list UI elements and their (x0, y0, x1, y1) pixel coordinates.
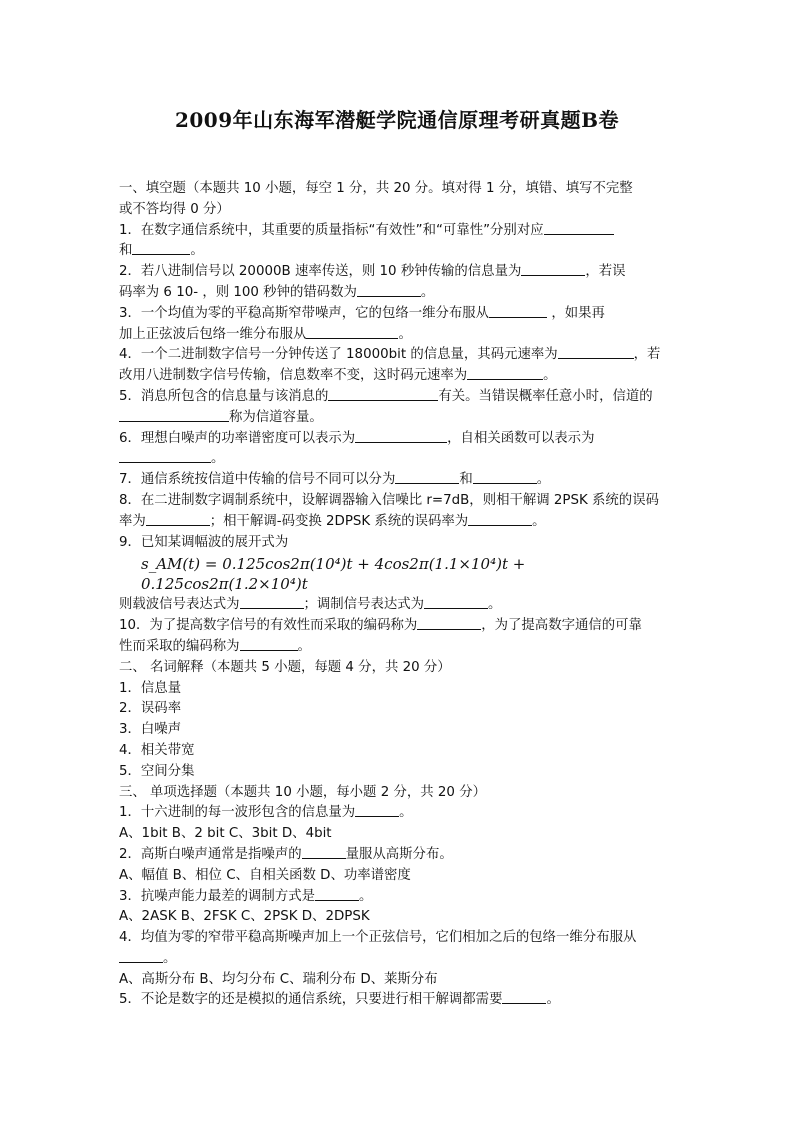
answer-blank[interactable] (119, 449, 211, 463)
choice-question-3: 3．抗噪声能力最差的调制方式是 。 (119, 888, 373, 904)
answer-blank[interactable] (146, 512, 210, 526)
question-3-cont: 加上正弦波后包络一维分布服从 。 (119, 326, 412, 342)
answer-blank[interactable] (502, 990, 546, 1004)
answer-blank[interactable] (467, 366, 543, 380)
answer-blank[interactable] (489, 304, 547, 318)
document-title: 2009年山东海军潜艇学院通信原理考研真题B卷 (174, 108, 620, 132)
answer-blank[interactable] (424, 595, 488, 609)
question-8: 8．在二进制数字调制系统中，设解调器输入信噪比 r=7dB，则相干解调 2PSK 系统的误码 (119, 492, 659, 508)
term-item: 5．空间分集 (119, 763, 195, 779)
question-1-cont: 和 。 (119, 243, 204, 259)
section3-header: 三、 单项选择题（本题共 10 小题，每小题 2 分，共 20 分） (119, 784, 486, 800)
answer-blank[interactable] (328, 387, 438, 401)
answer-blank[interactable] (558, 345, 634, 359)
answer-blank[interactable] (357, 283, 421, 297)
answer-blank[interactable] (132, 241, 190, 255)
section1-header: 一、填空题（本题共 10 小题，每空 1 分，共 20 分。填对得 1 分，填错、填写不完整 (119, 181, 633, 196)
question-6-cont: 。 (119, 449, 679, 470)
choice-options-3: A、2ASK B、2FSK C、2PSK D、2DPSK (119, 909, 370, 925)
answer-blank[interactable] (521, 262, 585, 276)
term-item: 1．信息量 (119, 680, 182, 696)
answer-blank[interactable] (468, 512, 532, 526)
choice-question-1: 1．十六进制的每一波形包含的信息量为 。 (119, 805, 413, 821)
choice-question-5: 5．不论是数字的还是模拟的通信系统，只要进行相干解调都需要 。 (119, 992, 560, 1008)
answer-blank[interactable] (306, 325, 398, 339)
question-9-cont: 则载波信号表达式为 ；调制信号表达式为 。 (119, 597, 502, 613)
exam-body (119, 179, 679, 1011)
answer-blank[interactable] (302, 845, 346, 859)
question-3: 3．一个均值为零的平稳高斯窄带噪声，它的包络一维分布服从 ，如果再 (119, 305, 605, 321)
question-2: 2．若八进制信号以 20000B 速率传送，则 10 秒钟传输的信息量为 ，若误 (119, 264, 626, 280)
question-5-cont: 称为信道容量。 (119, 408, 679, 429)
answer-blank[interactable] (355, 429, 447, 443)
answer-blank[interactable] (544, 221, 614, 235)
section2-header: 二、 名词解释（本题共 5 小题，每题 4 分，共 20 分） (119, 659, 451, 675)
term-item: 4．相关带宽 (119, 742, 195, 758)
question-1: 1．在数字通信系统中，其重要的质量指标“有效性”和“可靠性”分别对应 (119, 221, 679, 242)
answer-blank[interactable] (417, 616, 481, 630)
question-8-cont: 率为 ；相干解调-码变换 2DPSK 系统的误码率为 。 (119, 513, 546, 529)
am-wave-formula: s_AM(t) = 0.125cos2π(10⁴)t + 4cos2π(1.1×10⁴)t + 0.125cos2π(1.2×10⁴)t (141, 554, 526, 594)
answer-blank[interactable] (240, 637, 298, 651)
answer-blank[interactable] (355, 803, 399, 817)
question-10: 10．为了提高数字信号的有效性而采取的编码称为 ，为了提高数字通信的可靠 (119, 618, 642, 634)
question-4-cont: 改用八进制数字信号传输，信息数率不变，这时码元速率为 。 (119, 368, 557, 384)
answer-blank[interactable] (395, 470, 459, 484)
question-6: 6．理想白噪声的功率谱密度可以表示为 ，自相关函数可以表示为 (119, 430, 595, 446)
question-9: 9．已知某调幅波的展开式为 (119, 534, 289, 550)
answer-blank[interactable] (119, 949, 163, 963)
term-item: 3．白噪声 (119, 722, 182, 738)
choice-question-4: 4．均值为零的窄带平稳高斯噪声加上一个正弦信号，它们相加之后的包络一维分布服从 (119, 930, 637, 946)
question-5: 5．消息所包含的信息量与该消息的 有关。当错误概率任意小时，信道的 (119, 388, 653, 404)
question-7: 7．通信系统按信道中传输的信号不同可以分为 和 。 (119, 472, 551, 488)
choice-options-4: A、高斯分布 B、均匀分布 C、瑞利分布 D、莱斯分布 (119, 971, 438, 987)
answer-blank[interactable] (473, 470, 537, 484)
answer-blank[interactable] (315, 887, 359, 901)
choice-question-4-cont: 。 (119, 949, 679, 970)
choice-question-2: 2．高斯白噪声通常是指噪声的 量服从高斯分布。 (119, 846, 453, 862)
section1-header-cont: 或不答均得 0 分） (119, 201, 230, 217)
answer-blank[interactable] (240, 595, 304, 609)
question-10-cont: 性而采取的编码称为 。 (119, 638, 311, 654)
choice-options-1: A、1bit B、2 bit C、3bit D、4bit (119, 826, 332, 842)
term-item: 2．误码率 (119, 701, 182, 717)
choice-options-2: A、幅值 B、相位 C、自相关函数 D、功率谱密度 (119, 867, 411, 883)
question-2-cont: 码率为 6 10- ，则 100 秒钟的错码数为 。 (119, 284, 435, 300)
question-4: 4．一个二进制数字信号一分钟传送了 18000bit 的信息量，其码元速率为 ，若 (119, 347, 661, 363)
answer-blank[interactable] (119, 408, 229, 422)
